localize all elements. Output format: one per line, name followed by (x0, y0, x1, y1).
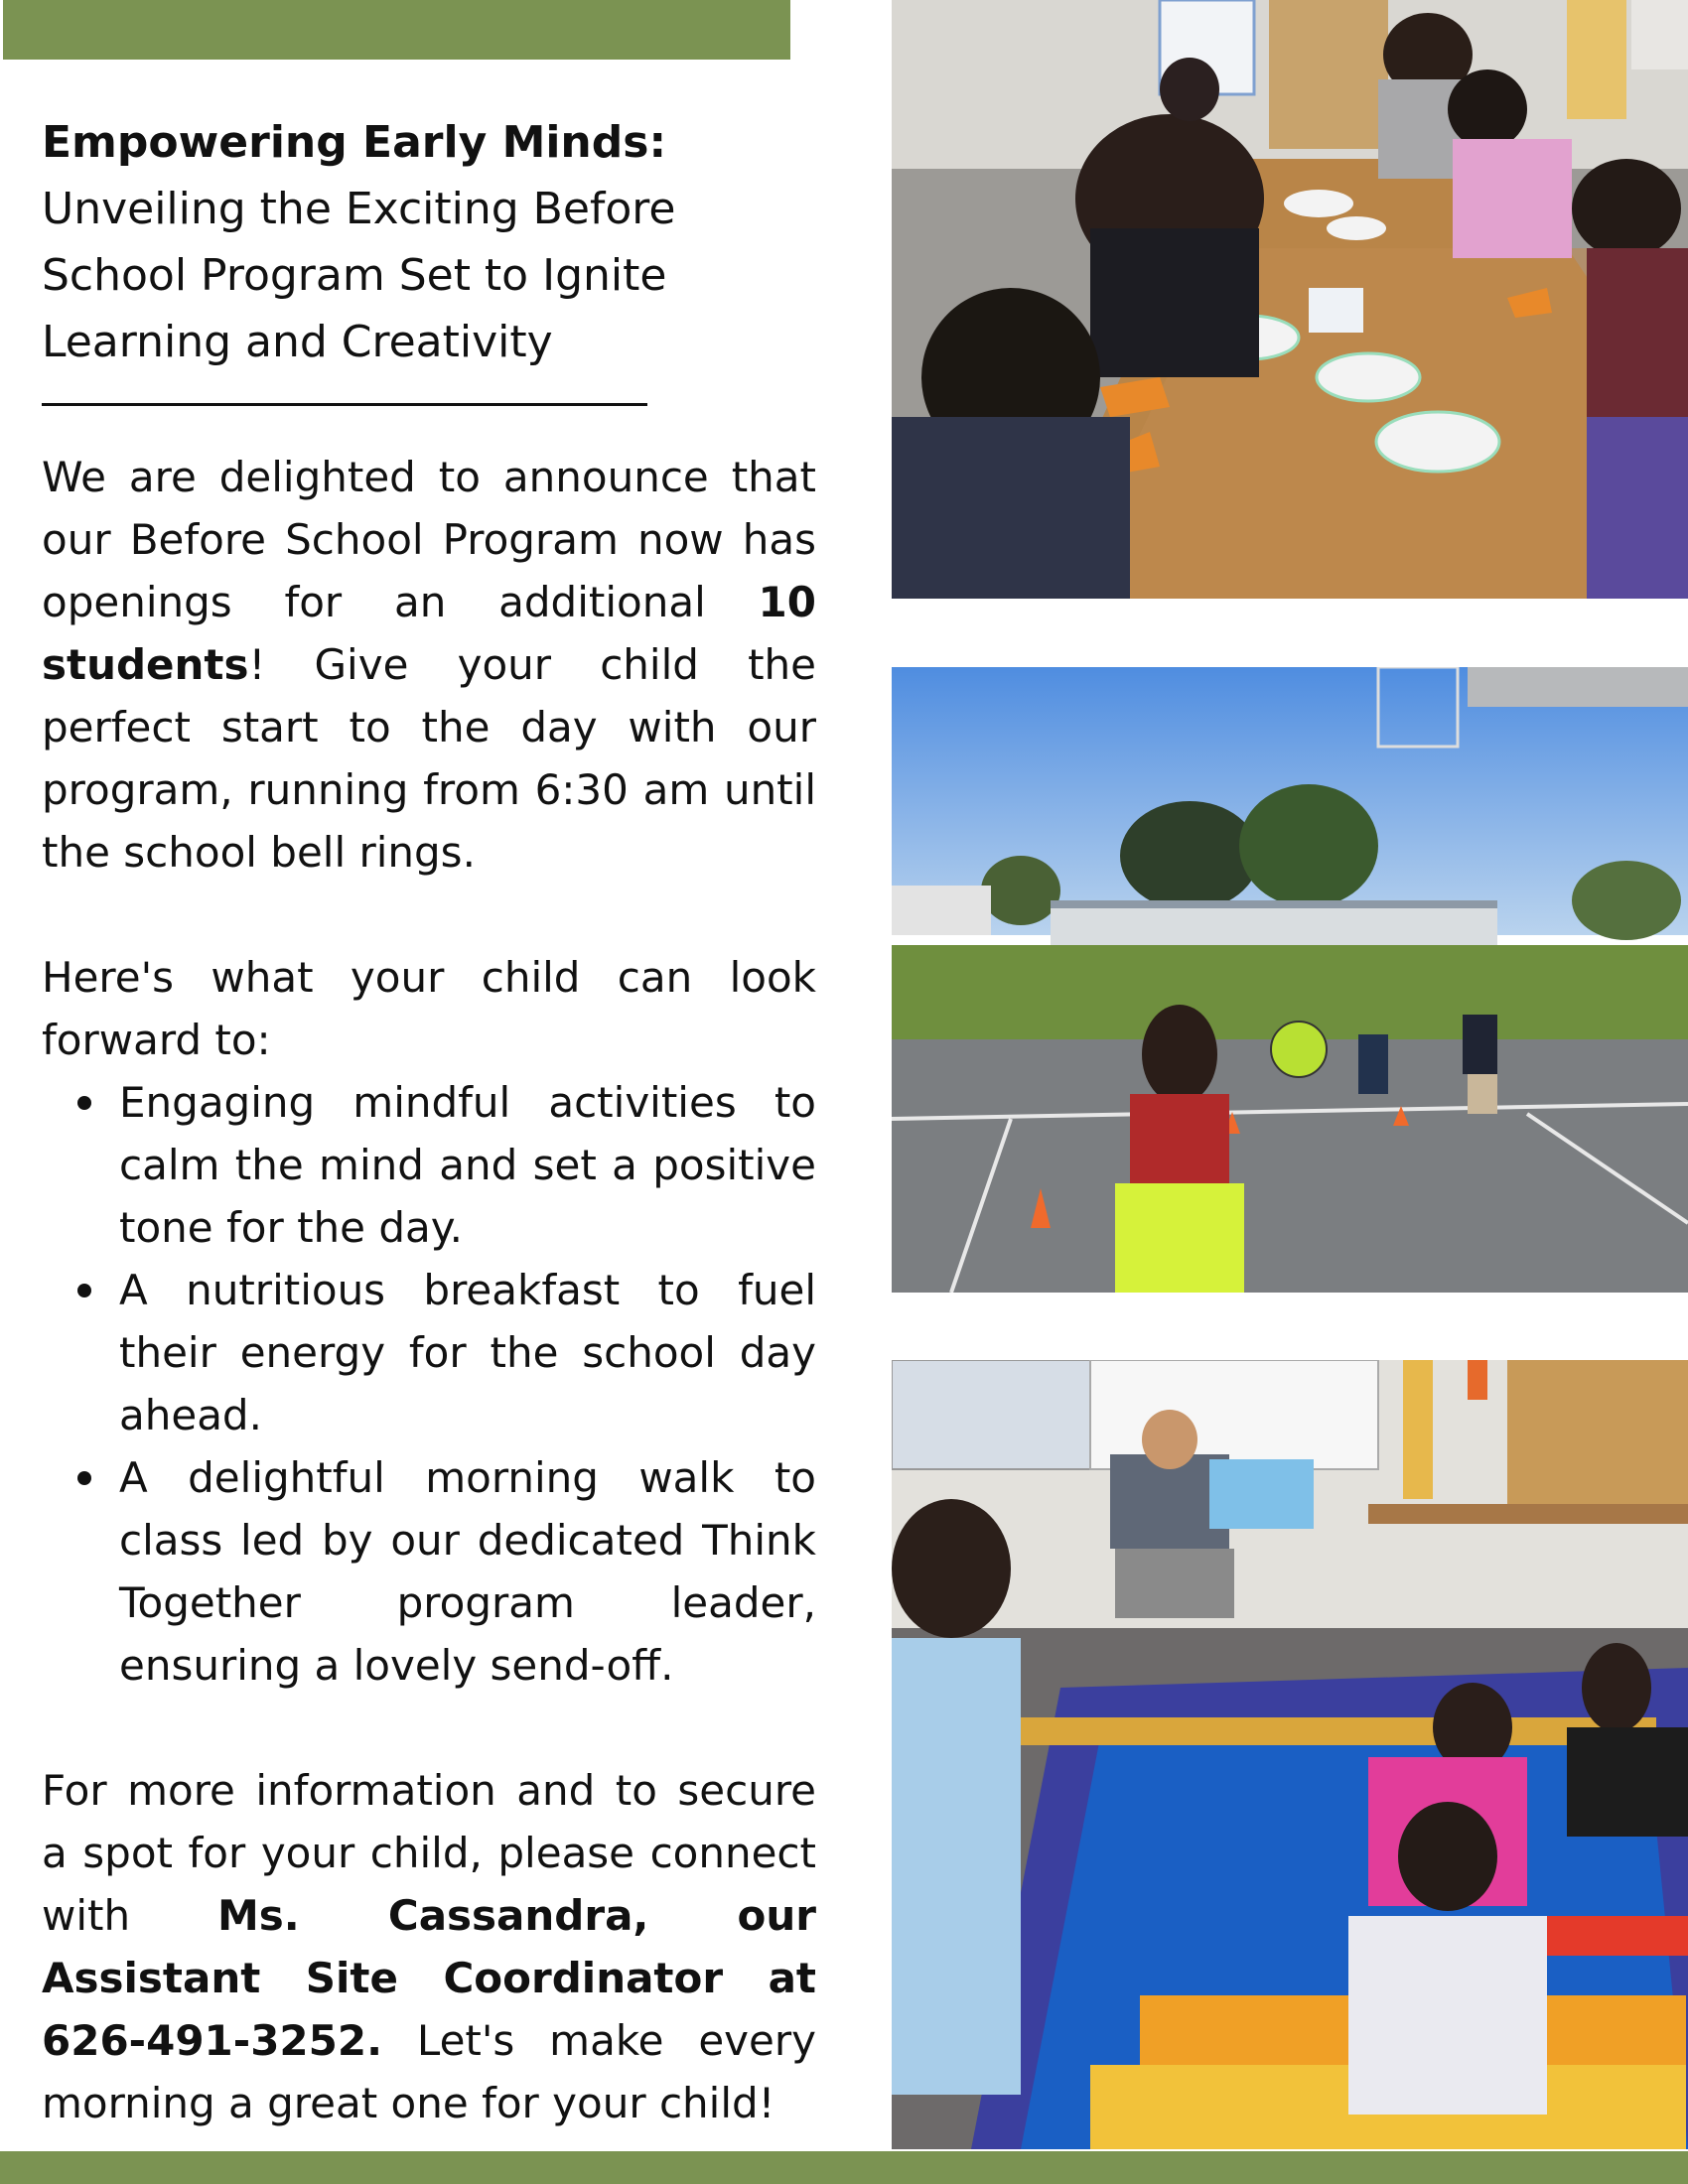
contact-text-1: For more information and to secure a spot for your child, please connect with (42, 1766, 816, 1940)
title-bold: Empowering Early Minds: (42, 117, 667, 168)
header-accent-bar (3, 0, 790, 60)
intro-bold: 10 students (42, 578, 816, 689)
list-item (42, 1071, 816, 1259)
footer-accent-bar (0, 2151, 1688, 2184)
photo-craft-table (892, 0, 1688, 599)
bullet-dot (77, 1284, 91, 1297)
list-item (42, 1446, 816, 1697)
benefits-list (42, 1071, 816, 1697)
list-item-text: A nutritious breakfast to fuel their energy for the school day ahead. (119, 1266, 816, 1439)
bullet-dot (77, 1096, 91, 1110)
intro-paragraph (42, 446, 816, 884)
photo-playground (892, 667, 1688, 1293)
title-divider (42, 403, 647, 406)
lookforward-paragraph: Here's what your child can look forward to: (42, 953, 816, 1064)
bullet-dot (77, 1471, 91, 1485)
contact-text-2: Let's make every morning a great one for your child! (42, 2016, 816, 2127)
title-subtitle: Unveiling the Exciting Before School Program Set to Ignite Learning and Creativity (42, 184, 676, 367)
list-item (42, 1259, 816, 1446)
article-text (42, 109, 816, 2134)
contact-bold: Ms. Cassandra, our Assistant Site Coordinator at 626-491-3252. (42, 1891, 816, 2065)
intro-text-1: We are delighted to announce that our Before School Program now has openings for an additional (42, 453, 816, 626)
list-item-text: A delightful morning walk to class led by our dedicated Think Together program leader, ensuring a lovely send-off. (119, 1453, 816, 1690)
article-title (42, 109, 816, 375)
intro-text-2: ! Give your child the perfect start to the day with our program, running from 6:30 am until the school bell rings. (42, 640, 816, 877)
photo-story-time (892, 1360, 1688, 2149)
craft-table-illustration (892, 0, 1688, 599)
story-time-illustration (892, 1360, 1688, 2149)
list-item-text: Engaging mindful activities to calm the mind and set a positive tone for the day. (119, 1078, 816, 1252)
playground-illustration (892, 667, 1688, 1293)
contact-paragraph (42, 1759, 816, 2134)
